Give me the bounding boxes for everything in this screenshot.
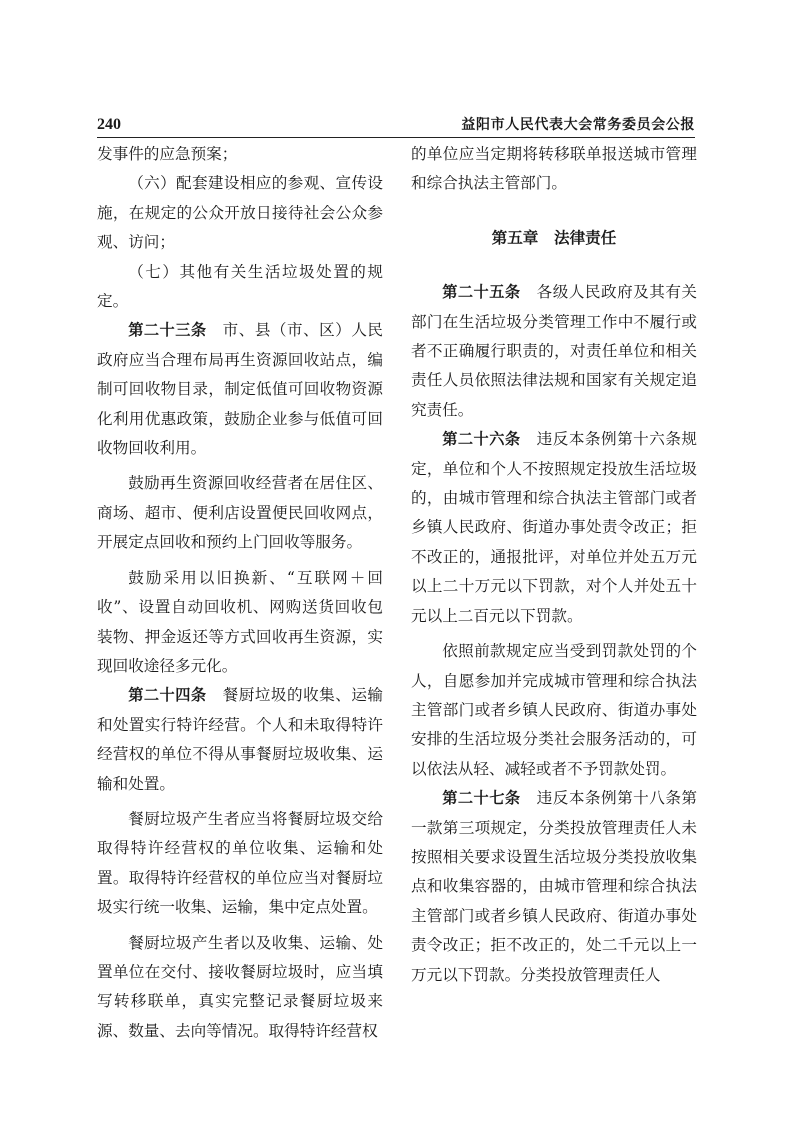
journal-title: 益阳市人民代表大会常务委员会公报	[461, 117, 695, 133]
article-label: 第二十六条	[442, 430, 521, 449]
article-text: 各级人民政府及其有关部门在生活垃圾分类管理工作中不履行或者不正确履行职责的，对责任单位和相关责任人员依照法律法规和国家有关规定追究责任。	[411, 283, 697, 419]
article-text: 违反本条例第十八条第一款第三项规定，分类投放管理责任人未按照相关要求设置生活垃圾分类投放收集点和收集容器的，由城市管理和综合执法主管部门或者乡镇人民政府、街道办事处责令改正；拒不改正的，处二千元以上一万元以下罚款。分类投放管理责任人	[411, 789, 697, 984]
paragraph: 依照前款规定应当受到罚款处罚的个人，自愿参加并完成城市管理和综合执法主管部门或者乡镇人民政府、街道办事处安排的生活垃圾分类社会服务活动的，可以依法从轻、减轻或者不予罚款处罚。	[411, 642, 697, 778]
article-23	[97, 316, 383, 463]
page-number: 240	[97, 116, 121, 133]
paragraph: 餐厨垃圾产生者应当将餐厨垃圾交给取得特许经营权的单位收集、运输和处置。取得特许经营权的单位应当对餐厨垃圾实行统一收集、运输，集中定点处置。	[97, 809, 383, 917]
article-text: 餐厨垃圾的收集、运输和处置实行特许经营。个人和未取得特许经营权的单位不得从事餐厨垃圾收集、运输和处置。	[97, 686, 383, 793]
paragraph: 鼓励再生资源回收经营者在居住区、商场、超市、便利店设置便民回收网点，开展定点回收和预约上门回收等服务。	[97, 474, 383, 552]
article-label: 第二十四条	[128, 686, 207, 705]
paragraph: （七）其他有关生活垃圾处置的规定。	[97, 262, 383, 311]
paragraph: （六）配套建设相应的参观、宣传设施，在规定的公众开放日接待社会公众参观、访问；	[97, 174, 383, 252]
paragraph: 发事件的应急预案；	[97, 145, 238, 163]
paragraph: 鼓励采用以旧换新、“互联网＋回收”、设置自动回收机、网购送货回收包装物、押金返还等方式回收再生资源，实现回收途径多元化。	[97, 568, 383, 675]
article-text: 市、县（市、区）人民政府应当合理布局再生资源回收站点，编制可回收物目录，制定低值可回收物资源化利用优惠政策，鼓励企业参与低值可回收物回收利用。	[97, 321, 383, 458]
chapter-title: 第五章 法律责任	[491, 228, 617, 247]
article-label: 第二十五条	[442, 283, 521, 302]
paragraph: 的单位应当定期将转移联单报送城市管理和综合执法主管部门。	[411, 145, 697, 193]
article-24	[97, 681, 383, 799]
left-column	[97, 140, 383, 1046]
page-header	[97, 114, 695, 134]
article-label: 第二十七条	[442, 789, 521, 808]
right-column	[411, 140, 697, 990]
article-25	[411, 278, 697, 425]
article-text: 违反本条例第十六条规定，单位和个人不按照规定投放生活垃圾的，由城市管理和综合执法主管部门或者乡镇人民政府、街道办事处责令改正；拒不改正的，通报批评，对单位并处五万元以上二十万元以下罚款，对个人并处五十元以上二百元以下罚款。	[411, 430, 697, 625]
header-rule	[97, 137, 695, 138]
article-26	[411, 425, 697, 631]
article-27	[411, 784, 697, 990]
paragraph: 餐厨垃圾产生者以及收集、运输、处置单位在交付、接收餐厨垃圾时，应当填写转移联单，真实完整记录餐厨垃圾来源、数量、去向等情况。取得特许经营权	[97, 933, 383, 1040]
article-label: 第二十三条	[128, 321, 207, 340]
